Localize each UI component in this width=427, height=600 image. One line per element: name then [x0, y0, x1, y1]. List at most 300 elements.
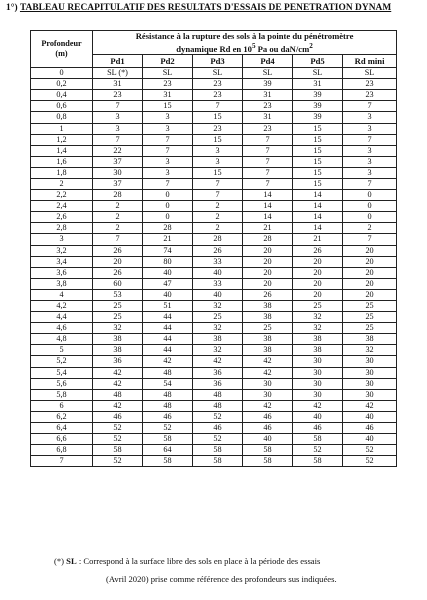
value-cell: 15 — [193, 112, 243, 123]
value-cell: 30 — [343, 378, 397, 389]
table-row — [31, 267, 397, 278]
value-cell: 80 — [143, 256, 193, 267]
value-cell: 52 — [193, 434, 243, 445]
depth-cell: 2 — [31, 178, 93, 189]
value-cell: 32 — [293, 312, 343, 323]
depth-cell: 1 — [31, 123, 93, 134]
depth-cell: 3,6 — [31, 267, 93, 278]
value-cell: 20 — [343, 245, 397, 256]
value-cell: 60 — [93, 278, 143, 289]
depth-cell: 4 — [31, 289, 93, 300]
value-cell: 3 — [93, 123, 143, 134]
value-cell: 2 — [193, 201, 243, 212]
depth-cell: 5 — [31, 345, 93, 356]
value-cell: 58 — [93, 445, 143, 456]
value-cell: 42 — [243, 367, 293, 378]
value-cell: 36 — [193, 378, 243, 389]
value-cell: 30 — [93, 167, 143, 178]
table-row — [31, 389, 397, 400]
table-row — [31, 167, 397, 178]
depth-cell: 6,8 — [31, 445, 93, 456]
value-cell: 23 — [193, 123, 243, 134]
value-cell: 48 — [143, 367, 193, 378]
table-row — [31, 101, 397, 112]
depth-cell: 0,2 — [31, 79, 93, 90]
depth-cell: 5,6 — [31, 378, 93, 389]
value-cell: 23 — [193, 90, 243, 101]
value-cell: 46 — [243, 423, 293, 434]
value-cell: 58 — [243, 456, 293, 467]
value-cell: 48 — [193, 400, 243, 411]
value-cell: 15 — [293, 134, 343, 145]
value-cell: 51 — [143, 301, 193, 312]
value-cell: 38 — [193, 334, 243, 345]
footnote-line2: (Avril 2020) prise comme référence des profondeurs sus indiquées. — [106, 574, 337, 584]
table-row — [31, 178, 397, 189]
value-cell: 38 — [243, 345, 293, 356]
value-cell: 15 — [293, 145, 343, 156]
value-cell: 38 — [93, 345, 143, 356]
value-cell: 38 — [93, 334, 143, 345]
value-cell: 40 — [343, 434, 397, 445]
value-cell: 54 — [143, 378, 193, 389]
value-cell: 37 — [93, 178, 143, 189]
value-cell: 44 — [143, 334, 193, 345]
table-row — [31, 289, 397, 300]
value-cell: 37 — [93, 156, 143, 167]
value-cell: 31 — [243, 90, 293, 101]
value-cell: SL (*) — [93, 68, 143, 79]
value-cell: 23 — [243, 123, 293, 134]
value-cell: 7 — [343, 134, 397, 145]
value-cell: 3 — [143, 123, 193, 134]
table-row — [31, 356, 397, 367]
depth-cell: 3,8 — [31, 278, 93, 289]
value-cell: 26 — [193, 245, 243, 256]
value-cell: 52 — [343, 456, 397, 467]
value-cell: 15 — [193, 167, 243, 178]
value-cell: 30 — [343, 356, 397, 367]
value-cell: 40 — [343, 411, 397, 422]
depth-cell: 3,4 — [31, 256, 93, 267]
footnote-marker: (*) — [54, 556, 67, 566]
depth-cell: 2,8 — [31, 223, 93, 234]
value-cell: 26 — [293, 245, 343, 256]
value-cell: 44 — [143, 345, 193, 356]
value-cell: 42 — [93, 378, 143, 389]
value-cell: SL — [193, 68, 243, 79]
value-cell: 48 — [93, 389, 143, 400]
table-row — [31, 134, 397, 145]
value-cell: 42 — [293, 400, 343, 411]
value-cell: SL — [143, 68, 193, 79]
value-cell: 15 — [293, 167, 343, 178]
value-cell: 25 — [93, 301, 143, 312]
value-cell: 7 — [343, 101, 397, 112]
depth-cell: 7 — [31, 456, 93, 467]
depth-cell: 0,6 — [31, 101, 93, 112]
table-row — [31, 123, 397, 134]
value-cell: 7 — [93, 134, 143, 145]
value-cell: 28 — [243, 234, 293, 245]
value-cell: 58 — [243, 445, 293, 456]
value-cell: 40 — [193, 289, 243, 300]
value-cell: 40 — [243, 434, 293, 445]
value-cell: 32 — [193, 301, 243, 312]
footnote-line1: : Correspond à la surface libre des sols en place à la période des essais — [76, 556, 321, 566]
value-cell: 20 — [293, 278, 343, 289]
value-cell: 7 — [243, 145, 293, 156]
value-cell: 58 — [293, 434, 343, 445]
resistance-header-line2a: dynamique Rd en 10 — [176, 43, 252, 54]
table-row — [31, 323, 397, 334]
value-cell: 26 — [93, 245, 143, 256]
table-row — [31, 445, 397, 456]
table-row — [31, 212, 397, 223]
value-cell: 7 — [193, 178, 243, 189]
value-cell: 0 — [143, 190, 193, 201]
page-title — [6, 3, 426, 13]
value-cell: 20 — [293, 267, 343, 278]
value-cell: 21 — [293, 234, 343, 245]
value-cell: 38 — [243, 334, 293, 345]
value-cell: 14 — [243, 212, 293, 223]
value-cell: 30 — [343, 367, 397, 378]
depth-cell: 1,4 — [31, 145, 93, 156]
value-cell: 3 — [343, 156, 397, 167]
value-cell: 23 — [143, 79, 193, 90]
resistance-header-exp: 5 — [251, 42, 256, 51]
value-cell: 28 — [93, 190, 143, 201]
value-cell: 7 — [93, 101, 143, 112]
title-text: TABLEAU RECAPITULATIF DES RESULTATS D'ESSAIS DE PENETRATION DYNAM — [19, 3, 392, 13]
value-cell: 42 — [93, 400, 143, 411]
value-cell: 48 — [143, 400, 193, 411]
value-cell: 30 — [243, 389, 293, 400]
value-cell: 2 — [193, 223, 243, 234]
value-cell: 20 — [343, 278, 397, 289]
value-cell: 0 — [343, 212, 397, 223]
value-cell: 25 — [293, 301, 343, 312]
table-row — [31, 90, 397, 101]
depth-header-unit: (m) — [55, 49, 68, 59]
value-cell: 46 — [193, 423, 243, 434]
value-cell: 20 — [343, 256, 397, 267]
depth-cell: 4,8 — [31, 334, 93, 345]
value-cell: 33 — [193, 278, 243, 289]
table-row — [31, 79, 397, 90]
value-cell: 31 — [243, 112, 293, 123]
table-row — [31, 423, 397, 434]
value-cell: 15 — [143, 101, 193, 112]
depth-cell: 1,2 — [31, 134, 93, 145]
value-cell: 64 — [143, 445, 193, 456]
depth-cell: 0,8 — [31, 112, 93, 123]
value-cell: 26 — [93, 267, 143, 278]
depth-cell: 6,6 — [31, 434, 93, 445]
value-cell: 15 — [293, 178, 343, 189]
depth-cell: 0 — [31, 68, 93, 79]
value-cell: 20 — [293, 256, 343, 267]
value-cell: 14 — [293, 190, 343, 201]
value-cell: 32 — [293, 323, 343, 334]
table-row — [31, 156, 397, 167]
depth-cell: 4,4 — [31, 312, 93, 323]
resistance-header-line1: Résistance à la rupture des sols à la pointe du pénétromètre — [135, 31, 354, 41]
value-cell: 3 — [343, 123, 397, 134]
table-row — [31, 256, 397, 267]
depth-cell: 2,2 — [31, 190, 93, 201]
table-row — [31, 434, 397, 445]
table-row — [31, 68, 397, 79]
value-cell: 7 — [343, 234, 397, 245]
value-cell: 15 — [293, 156, 343, 167]
value-cell: 32 — [193, 323, 243, 334]
value-cell: 7 — [243, 167, 293, 178]
table-row — [31, 112, 397, 123]
value-cell: 25 — [343, 312, 397, 323]
table-row — [31, 312, 397, 323]
depth-cell: 4,6 — [31, 323, 93, 334]
value-cell: 46 — [343, 423, 397, 434]
value-cell: 42 — [243, 400, 293, 411]
value-cell: 14 — [243, 190, 293, 201]
value-cell: 26 — [243, 289, 293, 300]
depth-cell: 5,8 — [31, 389, 93, 400]
depth-header — [31, 31, 93, 68]
value-cell: 52 — [93, 434, 143, 445]
value-cell: 32 — [93, 323, 143, 334]
column-header-pd5: Pd5 — [293, 55, 343, 68]
table-row — [31, 234, 397, 245]
value-cell: 38 — [343, 334, 397, 345]
value-cell: 25 — [243, 323, 293, 334]
depth-cell: 5,2 — [31, 356, 93, 367]
depth-cell: 6,2 — [31, 411, 93, 422]
value-cell: 42 — [343, 400, 397, 411]
value-cell: 7 — [243, 178, 293, 189]
table-row — [31, 378, 397, 389]
value-cell: 7 — [243, 156, 293, 167]
value-cell: 7 — [143, 178, 193, 189]
depth-cell: 1,6 — [31, 156, 93, 167]
value-cell: 32 — [193, 345, 243, 356]
value-cell: 52 — [343, 445, 397, 456]
value-cell: 7 — [193, 101, 243, 112]
value-cell: 40 — [143, 267, 193, 278]
value-cell: 3 — [143, 156, 193, 167]
depth-cell: 5,4 — [31, 367, 93, 378]
value-cell: 52 — [193, 411, 243, 422]
value-cell: 14 — [243, 201, 293, 212]
value-cell: 20 — [243, 267, 293, 278]
value-cell: 52 — [93, 423, 143, 434]
depth-header-label: Profondeur — [41, 38, 82, 48]
value-cell: SL — [343, 68, 397, 79]
value-cell: 20 — [243, 245, 293, 256]
value-cell: 2 — [93, 223, 143, 234]
table-row — [31, 456, 397, 467]
value-cell: 2 — [343, 223, 397, 234]
resistance-header-exp2: 2 — [309, 42, 313, 51]
value-cell: 33 — [193, 256, 243, 267]
value-cell: 31 — [143, 90, 193, 101]
value-cell: 15 — [293, 123, 343, 134]
value-cell: 20 — [243, 256, 293, 267]
value-cell: 7 — [93, 234, 143, 245]
table-row — [31, 245, 397, 256]
footnote — [54, 556, 424, 566]
value-cell: 28 — [193, 234, 243, 245]
value-cell: 25 — [193, 312, 243, 323]
value-cell: 2 — [93, 201, 143, 212]
value-cell: 40 — [193, 267, 243, 278]
value-cell: 3 — [93, 112, 143, 123]
value-cell: 7 — [193, 190, 243, 201]
value-cell: 58 — [143, 434, 193, 445]
value-cell: 3 — [143, 167, 193, 178]
value-cell: 7 — [143, 134, 193, 145]
table-row — [31, 367, 397, 378]
value-cell: 58 — [193, 445, 243, 456]
column-header-pd2: Pd2 — [143, 55, 193, 68]
value-cell: 3 — [343, 167, 397, 178]
table-row — [31, 411, 397, 422]
value-cell: 30 — [293, 378, 343, 389]
value-cell: 14 — [293, 223, 343, 234]
value-cell: 28 — [143, 223, 193, 234]
value-cell: 38 — [293, 345, 343, 356]
value-cell: 20 — [93, 256, 143, 267]
depth-cell: 0,4 — [31, 90, 93, 101]
value-cell: 38 — [243, 312, 293, 323]
column-header-pd3: Pd3 — [193, 55, 243, 68]
value-cell: 20 — [243, 278, 293, 289]
value-cell: 40 — [143, 289, 193, 300]
table-row — [31, 201, 397, 212]
value-cell: 58 — [293, 456, 343, 467]
value-cell: 0 — [343, 201, 397, 212]
value-cell: 47 — [143, 278, 193, 289]
value-cell: 23 — [343, 90, 397, 101]
results-table — [30, 30, 397, 467]
resistance-header-line2b: Pa ou daN/cm — [255, 43, 310, 54]
table-row — [31, 400, 397, 411]
value-cell: 30 — [293, 356, 343, 367]
value-cell: 15 — [193, 134, 243, 145]
table-row — [31, 301, 397, 312]
value-cell: 74 — [143, 245, 193, 256]
value-cell: 30 — [293, 367, 343, 378]
value-cell: 3 — [343, 145, 397, 156]
value-cell: 23 — [193, 79, 243, 90]
value-cell: 53 — [93, 289, 143, 300]
value-cell: 3 — [143, 112, 193, 123]
value-cell: 42 — [193, 356, 243, 367]
value-cell: 42 — [93, 367, 143, 378]
value-cell: 46 — [93, 411, 143, 422]
table-body — [31, 68, 397, 467]
table-row — [31, 223, 397, 234]
value-cell: 23 — [243, 101, 293, 112]
value-cell: 32 — [343, 345, 397, 356]
value-cell: SL — [293, 68, 343, 79]
value-cell: 23 — [343, 79, 397, 90]
depth-cell: 3 — [31, 234, 93, 245]
depth-cell: 6 — [31, 400, 93, 411]
value-cell: 39 — [293, 90, 343, 101]
value-cell: 21 — [243, 223, 293, 234]
value-cell: SL — [243, 68, 293, 79]
value-cell: 7 — [343, 178, 397, 189]
table-row — [31, 145, 397, 156]
value-cell: 20 — [343, 267, 397, 278]
value-cell: 3 — [193, 145, 243, 156]
value-cell: 58 — [143, 456, 193, 467]
value-cell: 42 — [243, 356, 293, 367]
depth-cell: 4,2 — [31, 301, 93, 312]
value-cell: 3 — [193, 156, 243, 167]
value-cell: 14 — [293, 212, 343, 223]
value-cell: 52 — [143, 423, 193, 434]
column-header-pd1: Pd1 — [93, 55, 143, 68]
value-cell: 36 — [193, 367, 243, 378]
value-cell: 30 — [343, 389, 397, 400]
table-row — [31, 190, 397, 201]
value-cell: 7 — [143, 145, 193, 156]
value-cell: 52 — [293, 445, 343, 456]
value-cell: 2 — [193, 212, 243, 223]
column-header-rd-mini: Rd mini — [343, 55, 397, 68]
column-header-pd4: Pd4 — [243, 55, 293, 68]
value-cell: 20 — [293, 289, 343, 300]
title-number: 1°) — [6, 3, 18, 13]
value-cell: 14 — [293, 201, 343, 212]
footnote-label: SL — [66, 556, 77, 566]
value-cell: 42 — [143, 356, 193, 367]
value-cell: 25 — [93, 312, 143, 323]
table-row — [31, 345, 397, 356]
value-cell: 2 — [93, 212, 143, 223]
value-cell: 31 — [93, 79, 143, 90]
value-cell: 44 — [143, 323, 193, 334]
value-cell: 23 — [93, 90, 143, 101]
value-cell: 30 — [243, 378, 293, 389]
value-cell: 21 — [143, 234, 193, 245]
value-cell: 39 — [243, 79, 293, 90]
value-cell: 40 — [293, 411, 343, 422]
value-cell: 25 — [343, 323, 397, 334]
value-cell: 52 — [93, 456, 143, 467]
value-cell: 0 — [143, 212, 193, 223]
value-cell: 36 — [93, 356, 143, 367]
value-cell: 20 — [343, 289, 397, 300]
value-cell: 46 — [293, 423, 343, 434]
value-cell: 0 — [143, 201, 193, 212]
value-cell: 0 — [343, 190, 397, 201]
depth-cell: 1,8 — [31, 167, 93, 178]
value-cell: 39 — [293, 101, 343, 112]
value-cell: 39 — [293, 112, 343, 123]
value-cell: 25 — [343, 301, 397, 312]
value-cell: 58 — [193, 456, 243, 467]
value-cell: 22 — [93, 145, 143, 156]
value-cell: 46 — [243, 411, 293, 422]
value-cell: 38 — [293, 334, 343, 345]
value-cell: 38 — [243, 301, 293, 312]
value-cell: 30 — [293, 389, 343, 400]
value-cell: 44 — [143, 312, 193, 323]
